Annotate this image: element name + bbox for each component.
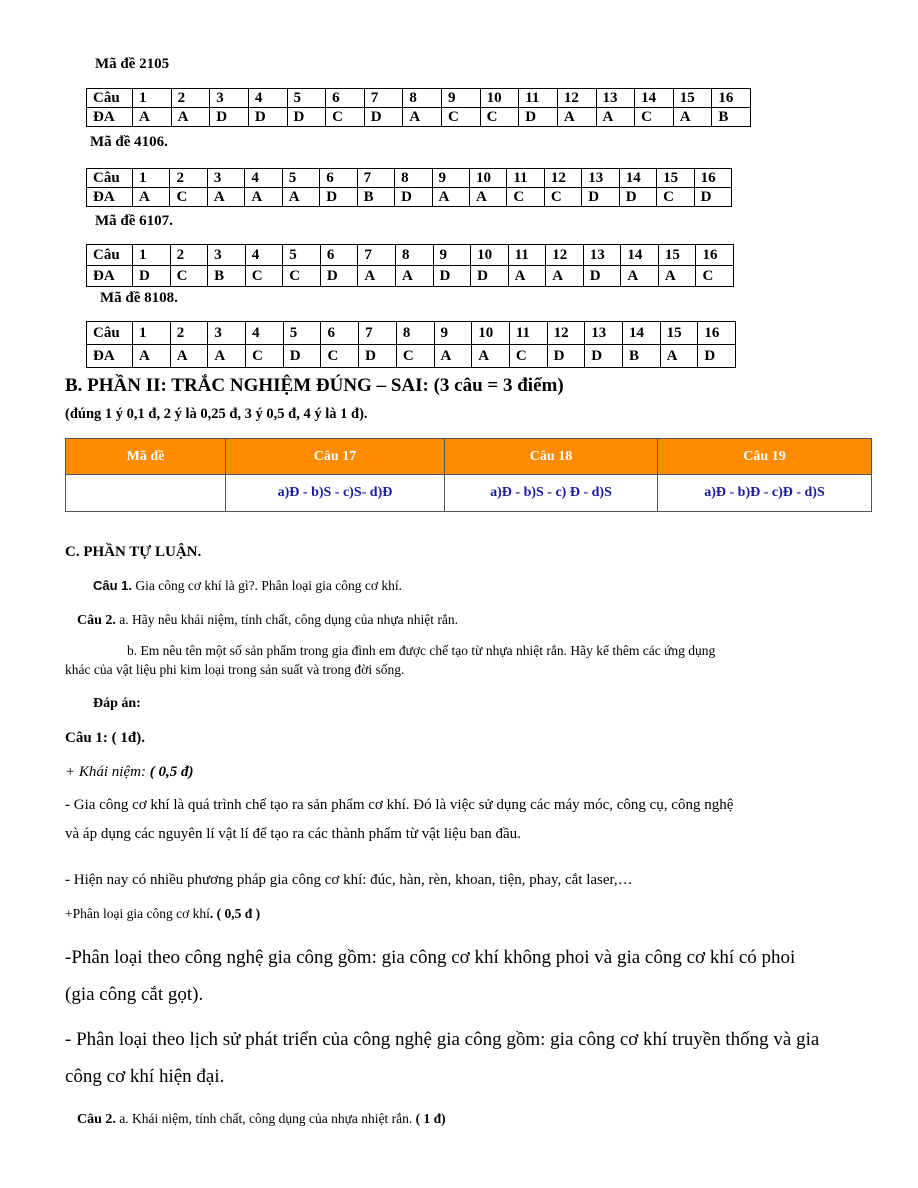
question-number: 2 (170, 245, 208, 266)
answer-cell: D (585, 345, 623, 368)
question-number: 5 (283, 245, 321, 266)
answer-cell: A (358, 266, 396, 287)
question-number: 6 (321, 322, 359, 345)
question-number: 15 (658, 245, 696, 266)
answer-cell: A (207, 188, 244, 207)
answer-cell: B (208, 266, 246, 287)
header-cell: Câu (87, 245, 133, 266)
answer-cell: D (359, 345, 397, 368)
answer-cell: A (469, 188, 506, 207)
bullet-dash: - (65, 872, 70, 888)
answer-cell: A (673, 108, 712, 127)
answer-cell: A (133, 345, 171, 368)
answer-cell: A (133, 188, 170, 207)
question-number: 4 (246, 322, 284, 345)
answer-cell: C (635, 108, 674, 127)
answer-cell: C (442, 108, 481, 127)
exam-code-label-6107: Mã đề 6107. (95, 213, 173, 229)
question-2-text: a. Hãy nêu khái niệm, tính chất, công dụng của nhựa nhiệt rắn. (115, 612, 458, 627)
question-number: 13 (582, 169, 619, 188)
classify-points: . ( 0,5 đ ) (209, 906, 261, 921)
answer-cell: A (658, 266, 696, 287)
answer-cell: D (471, 266, 509, 287)
answer-cell: C (507, 188, 544, 207)
concept-label: + Khái niệm: (65, 764, 146, 780)
question-1-text: Gia công cơ khí là gì?. Phân loại gia công cơ khí. (132, 578, 402, 593)
question-number: 10 (471, 245, 509, 266)
question-2 (77, 612, 458, 629)
question-number: 13 (583, 245, 621, 266)
question-number: 7 (357, 169, 394, 188)
part2-scoring-note: (đúng 1 ý 0,1 đ, 2 ý là 0,25 đ, 3 ý 0,5 đ, 4 ý là 1 đ). (65, 406, 368, 422)
question-number: 5 (287, 89, 326, 108)
question-number: 7 (359, 322, 397, 345)
question-number: 2 (170, 169, 207, 188)
concept-text: Gia công cơ khí là quá trình chế tạo ra sản phẩm cơ khí. Đó là việc sử dụng các máy móc, công cụ, công nghệ (70, 797, 734, 813)
answer-cell: C (396, 345, 434, 368)
question-number: 1 (133, 89, 172, 108)
answer-cell: D (248, 108, 287, 127)
question-number: 13 (585, 322, 623, 345)
concept-text-line1 (65, 797, 733, 814)
answer-label: ĐA (87, 188, 133, 207)
table-row (87, 322, 736, 345)
answer-cell: C (283, 266, 321, 287)
answer-cell: D (583, 266, 621, 287)
classify-2-line1: - Phân loại theo lịch sử phát triển của công nghệ gia công gồm: gia công cơ khí truyền thống và gia (65, 1029, 820, 1050)
question-number: 4 (248, 89, 287, 108)
answer-cell: C (509, 345, 547, 368)
answer-cell: C (544, 188, 581, 207)
exam-code-label-4106: Mã đề 4106. (90, 134, 168, 150)
answer-2-line (77, 1111, 446, 1128)
answer-cell: B (357, 188, 394, 207)
question-number: 2 (171, 89, 210, 108)
table-cell (66, 475, 226, 512)
table-cell: a)Đ - b)S - c)S- d)Đ (226, 475, 445, 512)
answer-cell: A (432, 188, 469, 207)
question-number: 15 (657, 169, 694, 188)
answer-cell: D (133, 266, 171, 287)
answer-cell: A (208, 345, 246, 368)
question-number: 3 (208, 245, 246, 266)
table-row (87, 345, 736, 368)
answer-cell: A (557, 108, 596, 127)
concept-text-line2: và áp dụng các nguyên lí vật lí để tạo ra các thành phẩm từ vật liệu ban đầu. (65, 826, 521, 842)
question-number: 5 (282, 169, 319, 188)
answer-cell: C (321, 345, 359, 368)
question-number: 1 (133, 322, 171, 345)
answer-cell: C (246, 345, 284, 368)
methods-line (65, 872, 633, 889)
answer-cell: A (546, 266, 584, 287)
answer-cell: C (170, 188, 207, 207)
table-row (87, 245, 734, 266)
classify-line (65, 906, 260, 922)
answer-label: ĐA (87, 266, 133, 287)
answer-cell: A (403, 108, 442, 127)
answer-1-heading: Câu 1: ( 1đ). (65, 730, 146, 746)
answer-table-8108 (86, 321, 736, 368)
answer-heading: Đáp án: (93, 696, 141, 711)
answer-cell: D (619, 188, 656, 207)
question-number: 14 (619, 169, 656, 188)
answer-cell: A (170, 345, 208, 368)
answer-cell: C (696, 266, 734, 287)
question-number: 9 (442, 89, 481, 108)
answer-2-points: ( 1 đ) (415, 1111, 446, 1126)
question-number: 8 (395, 245, 433, 266)
answer-cell: D (320, 266, 358, 287)
answer-label: ĐA (87, 345, 133, 368)
concept-points: ( 0,5 đ) (145, 764, 194, 780)
question-number: 6 (320, 169, 357, 188)
methods-text: Hiện nay có nhiều phương pháp gia công cơ khí: đúc, hàn, rèn, khoan, tiện, phay, cắt laser,… (70, 872, 633, 888)
answer-cell: D (210, 108, 249, 127)
answer-cell: C (170, 266, 208, 287)
question-number: 10 (472, 322, 510, 345)
question-number: 8 (395, 169, 432, 188)
table-row (87, 188, 732, 207)
exam-code-label-2105: Mã đề 2105 (95, 56, 170, 72)
header-cell: Câu (87, 322, 133, 345)
question-number: 12 (557, 89, 596, 108)
answer-cell: A (660, 345, 698, 368)
question-1-label: Câu 1. (93, 578, 133, 593)
answer-cell: A (508, 266, 546, 287)
answer-cell: A (472, 345, 510, 368)
answer-cell: A (171, 108, 210, 127)
question-number: 2 (170, 322, 208, 345)
table-cell: a)Đ - b)S - c) Đ - d)S (445, 475, 658, 512)
answer-cell: A (133, 108, 172, 127)
answer-label: ĐA (87, 108, 133, 127)
answer-table-4106 (86, 168, 732, 207)
question-number: 4 (245, 245, 283, 266)
question-number: 14 (621, 245, 659, 266)
question-number: 16 (696, 245, 734, 266)
answer-cell: C (657, 188, 694, 207)
answer-cell: D (433, 266, 471, 287)
header-cell: Câu (87, 169, 133, 188)
question-number: 16 (712, 89, 751, 108)
question-2-label: Câu 2. (77, 613, 116, 628)
question-number: 14 (635, 89, 674, 108)
question-number: 6 (326, 89, 365, 108)
question-number: 7 (364, 89, 403, 108)
concept-line (65, 764, 193, 781)
answer-cell: D (283, 345, 321, 368)
question-number: 12 (544, 169, 581, 188)
classify-1-line2: (gia công cắt gọt). (65, 984, 204, 1005)
bullet-dash: - (65, 797, 70, 813)
classify-2-line2: công cơ khí hiện đại. (65, 1066, 225, 1087)
question-number: 12 (547, 322, 585, 345)
header-cell: Mã đề (66, 439, 226, 475)
classify-label: +Phân loại gia công cơ khí (65, 906, 210, 921)
question-number: 11 (508, 245, 546, 266)
answer-table-6107 (86, 244, 734, 287)
answer-cell: A (395, 266, 433, 287)
answer-table-2105 (86, 88, 751, 127)
answer-cell: A (282, 188, 319, 207)
answer-cell: B (712, 108, 751, 127)
table-row (87, 266, 734, 287)
question-number: 10 (480, 89, 519, 108)
answer-cell: D (395, 188, 432, 207)
question-number: 3 (208, 322, 246, 345)
question-1 (93, 578, 402, 594)
question-number: 11 (519, 89, 558, 108)
answer-cell: A (596, 108, 635, 127)
question-number: 4 (245, 169, 282, 188)
table-row (87, 169, 732, 188)
table-row (87, 89, 751, 108)
classify-1-line1: -Phân loại theo công nghệ gia công gồm: gia công cơ khí không phoi và gia công cơ khí có phoi (65, 947, 796, 968)
answer-cell: D (547, 345, 585, 368)
table-cell: a)Đ - b)Đ - c)Đ - d)S (658, 475, 872, 512)
part3-title: C. PHẦN TỰ LUẬN. (65, 544, 202, 560)
answer-cell: D (698, 345, 736, 368)
answer-cell: C (245, 266, 283, 287)
answer-cell: A (621, 266, 659, 287)
header-cell: Câu 17 (226, 439, 445, 475)
table-header-row (66, 439, 872, 475)
question-number: 9 (434, 322, 472, 345)
question-number: 6 (320, 245, 358, 266)
question-number: 8 (396, 322, 434, 345)
question-number: 12 (546, 245, 584, 266)
answer-2-text: a. Khái niệm, tính chất, công dụng của nhựa nhiệt rắn. (115, 1111, 416, 1126)
question-number: 15 (660, 322, 698, 345)
question-2b-line2: khác của vật liệu phi kim loại trong sản suất và trong đời sống. (65, 662, 405, 677)
question-number: 13 (596, 89, 635, 108)
question-number: 1 (133, 169, 170, 188)
true-false-table (65, 438, 872, 512)
exam-code-label-8108: Mã đề 8108. (100, 290, 178, 306)
header-cell: Câu 18 (445, 439, 658, 475)
answer-cell: A (434, 345, 472, 368)
answer-cell: B (622, 345, 660, 368)
question-number: 3 (207, 169, 244, 188)
answer-cell: C (326, 108, 365, 127)
header-cell: Câu (87, 89, 133, 108)
question-2b-line1: b. Em nêu tên một số sản phẩm trong gia đình em được chế tạo từ nhựa nhiệt rắn. Hãy kể thêm các ứng dụng (127, 643, 716, 658)
question-number: 15 (673, 89, 712, 108)
answer-cell: A (245, 188, 282, 207)
question-number: 9 (432, 169, 469, 188)
header-cell: Câu 19 (658, 439, 872, 475)
answer-cell: D (320, 188, 357, 207)
part2-title: B. PHẦN II: TRẮC NGHIỆM ĐÚNG – SAI: (3 câu = 3 điểm) (65, 375, 564, 396)
question-number: 16 (694, 169, 731, 188)
question-number: 16 (698, 322, 736, 345)
answer-cell: D (287, 108, 326, 127)
answer-cell: D (694, 188, 731, 207)
question-number: 3 (210, 89, 249, 108)
question-number: 1 (133, 245, 171, 266)
question-number: 7 (358, 245, 396, 266)
question-number: 14 (622, 322, 660, 345)
answer-cell: D (519, 108, 558, 127)
answer-cell: D (582, 188, 619, 207)
question-number: 8 (403, 89, 442, 108)
question-number: 11 (509, 322, 547, 345)
answer-cell: D (364, 108, 403, 127)
question-number: 11 (507, 169, 544, 188)
table-row (66, 475, 872, 512)
table-row (87, 108, 751, 127)
answer-2-label: Câu 2. (77, 1112, 116, 1127)
answer-cell: C (480, 108, 519, 127)
question-number: 5 (283, 322, 321, 345)
question-number: 9 (433, 245, 471, 266)
question-number: 10 (469, 169, 506, 188)
